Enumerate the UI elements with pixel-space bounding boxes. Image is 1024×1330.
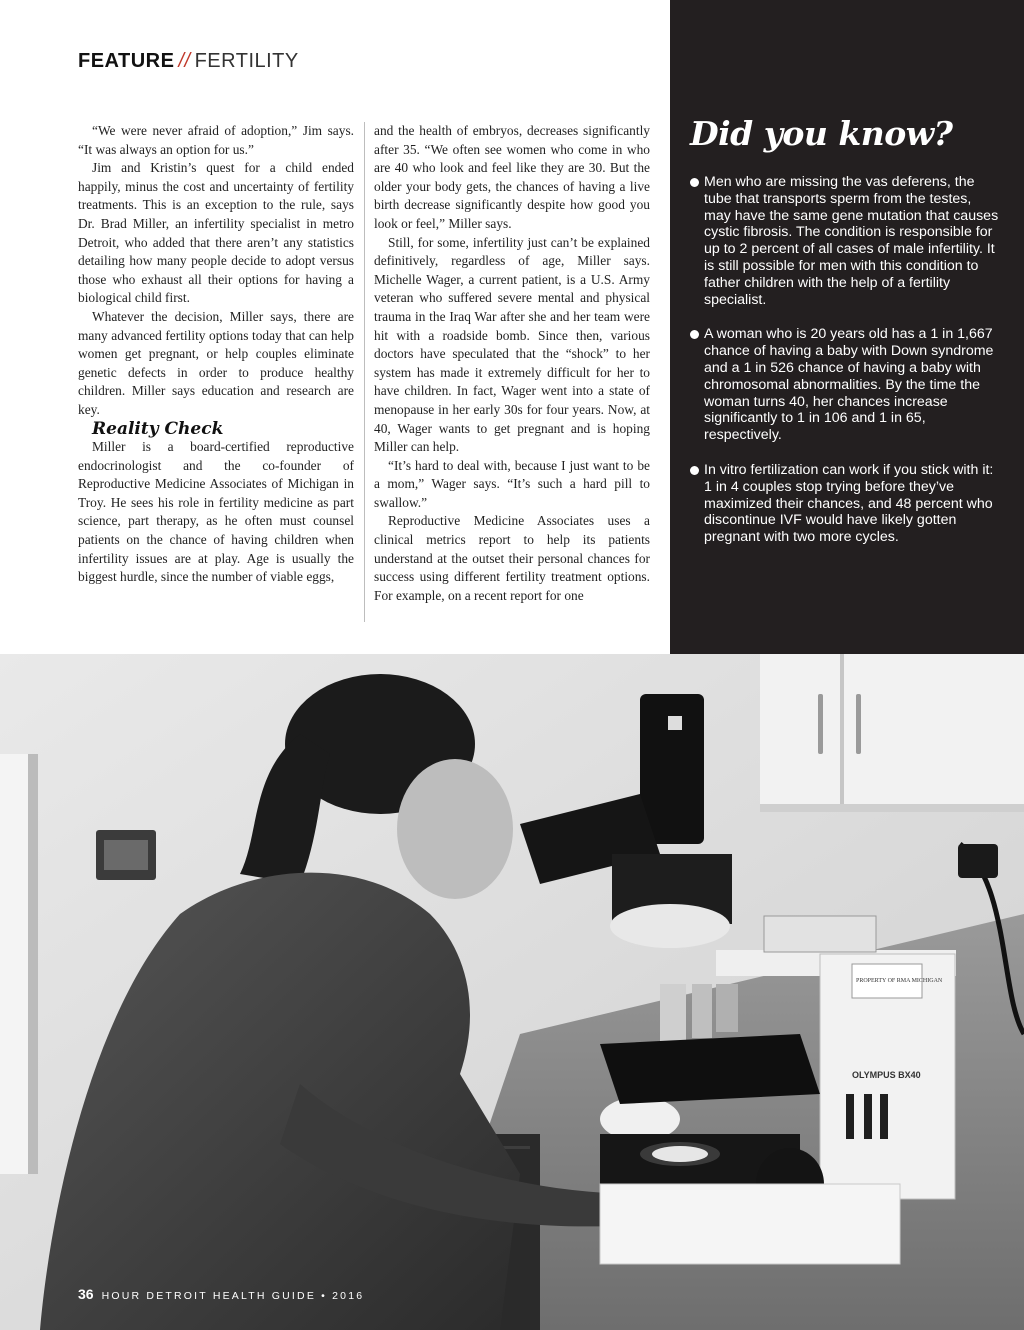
fact-item	[690, 462, 1002, 546]
article-paragraph: “We were never afraid of adoption,” Jim says. “It was always an option for us.”	[78, 123, 354, 157]
page-footer	[78, 1286, 364, 1302]
article-paragraph: Jim and Kristin’s quest for a child ended happily, minus the cost and uncertainty of fertility treatments. This is an exception to the rule, says Dr. Brad Miller, an infertility specialist in metro Detroit, who added that there aren’t any statistics detailing how many people decide to adopt versus those who exhaust all their options for having a biological child first.	[78, 160, 354, 306]
bullet-icon	[690, 330, 699, 339]
fact-text: In vitro fertilization can work if you stick with it: 1 in 4 couples stop trying before they’ve maximized their chances, and 48 percent who discontinue IVF would have likely gotten pregnant with two more cycles.	[704, 461, 994, 546]
lab-photo	[0, 654, 1024, 1330]
article-column-2	[374, 122, 650, 605]
fact-item	[690, 326, 1002, 444]
article-paragraph: “It’s hard to deal with, because I just want to be a mom,” Wager says. “It’s such a hard pill to swallow.”	[374, 457, 650, 510]
fact-item	[690, 174, 1002, 308]
article-paragraph: Reproductive Medicine Associates uses a clinical metrics report to help its patients understand at the outset their personal chances for success using different fertility treatment options. For example, on a recent report for one	[374, 513, 650, 603]
article-paragraph: Still, for some, infertility just can’t be explained definitively, regardless of age, Miller says. Michelle Wager, a current patient, is a U.S. Army veteran who suffered severe mental and physical trauma in the Iraq War after she and her team were hit with a roadside bomb. Since then, various doctors have speculated that the “shock” to her system has made it extremely difficult for her to have children. In fact, Wager went into a state of menopause in her early 30s for four years. Now, at 40, Wager wants to get pregnant and is hoping Miller can help.	[374, 234, 650, 455]
bullet-icon	[690, 466, 699, 475]
article-paragraph: Miller is a board-certified reproductive endocrinologist and the co-founder of Reproductive Medicine Associates of Michigan in Troy. He sees his role in fertility medicine as part science, part therapy, as he often must counsel patients on the chance of having children when infertility issues are at play. Age is usually the biggest hurdle, since the number of viable eggs,	[78, 439, 354, 585]
property-tag: PROPERTY OF RMA MICHIGAN	[856, 978, 943, 984]
sidebar-title: Did you know?	[690, 114, 953, 153]
section-header	[78, 50, 299, 73]
microscope-brand-label: OLYMPUS BX40	[852, 1070, 921, 1080]
section-label: FEATURE	[78, 50, 175, 72]
page-number: 36	[78, 1286, 94, 1302]
fact-text: A woman who is 20 years old has a 1 in 1,667 chance of having a baby with Down syndrome and a 1 in 526 chance of having a baby with chromosomal abnormalities. By the time the woman turns 40, her chances increase significantly to 1 in 106 and 1 in 65, respectively.	[704, 326, 994, 444]
fact-text: Men who are missing the vas deferens, the tube that transports sperm from the testes, may have the same gene mutation that causes cystic fibrosis. The condition is responsible for up to 2 percent of all cases of male infertility. It is still possible for men with this condition to father children with the help of a fertility specialist.	[704, 174, 999, 308]
section-topic: FERTILITY	[194, 50, 299, 72]
bullet-icon	[690, 178, 699, 187]
subheading: Reality Check	[92, 418, 224, 439]
article-paragraph: Whatever the decision, Miller says, there are many advanced fertility options today that can help women get pregnant, or help couples eliminate genetic defects in order to produce healthy children. Miller says education and research are key.	[78, 308, 354, 417]
article-paragraph: and the health of embryos, decreases significantly after 35. “We often see women who come in who are 40 who look and feel like they are 30. But the older your body gets, the chances of having a live birth decrease significantly despite how good you look or feel,” Miller says.	[374, 123, 650, 231]
column-divider	[364, 122, 365, 622]
section-separator: //	[178, 50, 191, 72]
publication-name: HOUR DETROIT HEALTH GUIDE • 2016	[101, 1290, 365, 1302]
article-column-1	[78, 122, 354, 587]
did-you-know-sidebar	[670, 0, 1024, 654]
